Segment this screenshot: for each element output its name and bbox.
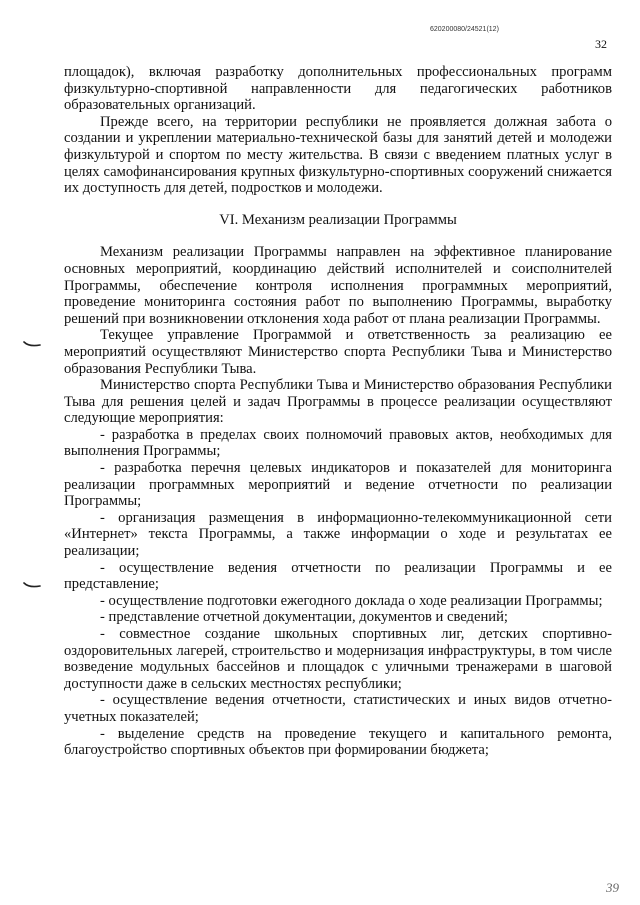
list-item: - разработка перечня целевых индикаторов и показателей для мониторинга реализации программных мероприятий и ведение отчетности по реализации Программы; — [64, 460, 612, 510]
mechanism-paragraph: Механизм реализации Программы направлен на эффективное планирование основных мероприятий, координацию действий исполнителей и соисполнителей Программы, обеспечение контроля исполнения программных мероприятий, проведение мониторинга состояния работ по выполнению Программы, выработку решений при возникновении отклонения хода работ от плана реализации Программы. — [64, 244, 612, 327]
list-item: - совместное создание школьных спортивных лиг, детских спортивно-оздоровительных лагерей, строительство и модернизация инфраструктуры, в том числе возведение модульных бассейнов и площадок с уличными тренажерами в шаговой доступности даже в сельских местностях республики; — [64, 626, 612, 692]
document-page — [64, 64, 612, 759]
list-item: - разработка в пределах своих полномочий правовых актов, необходимых для выполнения Программы; — [64, 426, 612, 460]
ministries-paragraph: Министерство спорта Республики Тыва и Министерство образования Республики Тыва для решения целей и задач Программы в процессе реализации осуществляют следующие мероприятия: — [64, 377, 612, 427]
checkmark-scribble-icon — [23, 581, 41, 589]
corner-scribble: 39 — [606, 880, 619, 895]
intro-paragraph: Прежде всего, на территории республики не проявляется должная забота о создании и укреплении материально-технической базы для занятий детей и молодежи физкультурой и спортом по месту жительства. В связи с введением платных услуг в целях самофинансирования крупных физкультурно-спортивных сооружений снижается их доступность для детей, подростков и молодежи. — [64, 113, 612, 197]
list-item: - выделение средств на проведение текущего и капитального ремонта, благоустройство спортивных объектов при формировании бюджета; — [64, 725, 612, 759]
document-code: 620200080/24521(12) — [430, 26, 499, 33]
page-number: 32 — [595, 37, 607, 51]
list-item: - организация размещения в информационно-телекоммуникационной сети «Интернет» текста Программы, а также информации о ходе и результатах ее реализации; — [64, 509, 612, 560]
list-item: - осуществление подготовки ежегодного доклада о ходе реализации Программы; — [100, 592, 603, 609]
list-item: - осуществление ведения отчетности, статистических и иных видов отчетно-учетных показателей; — [64, 692, 612, 725]
intro-continuation: площадок), включая разработку дополнительных профессиональных программ физкультурно-спортивной направленности для педагогических работников образовательных организаций. — [64, 64, 612, 114]
list-item: - осуществление ведения отчетности по реализации Программы и ее представление; — [64, 559, 612, 593]
list-item: - представление отчетной документации, документов и сведений; — [100, 609, 508, 626]
management-paragraph: Текущее управление Программой и ответственность за реализацию ее мероприятий осуществляют Министерство спорта Республики Тыва и Министерство образования Республики Тыва. — [64, 327, 612, 377]
checkmark-scribble-icon — [23, 340, 41, 348]
section-title: VI. Механизм реализации Программы — [219, 211, 457, 228]
